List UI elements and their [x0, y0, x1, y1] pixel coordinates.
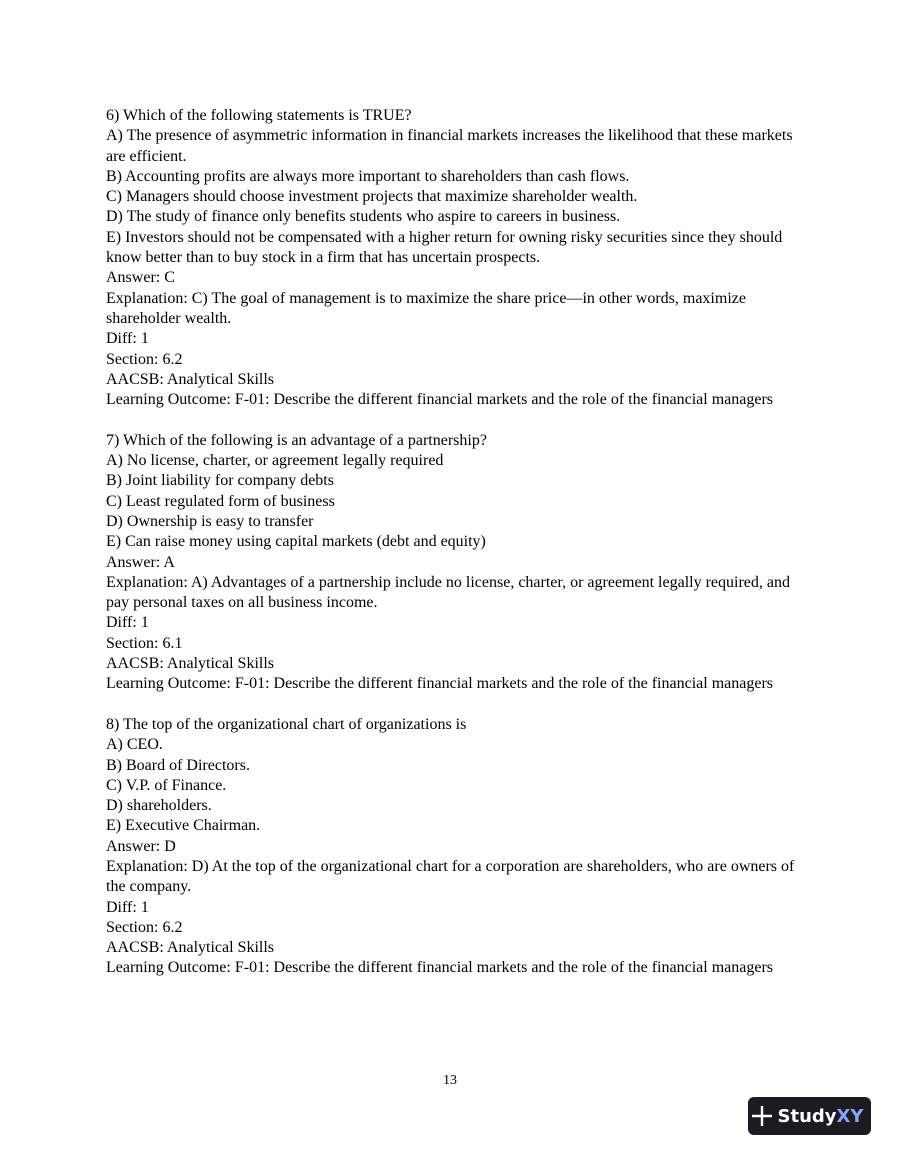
option-d: D) The study of finance only benefits students who aspire to careers in business. — [106, 208, 621, 226]
option-e: E) Investors should not be compensated with a higher return for owning risky securities since they should know better than to buy stock in a firm that has uncertain prospects. — [106, 228, 783, 267]
option-a: A) No license, charter, or agreement legally required — [106, 452, 444, 470]
option-b: B) Board of Directors. — [106, 756, 250, 774]
badge-text-main: Study — [777, 1105, 837, 1127]
question-prompt: 7) Which of the following is an advantage of a partnership? — [106, 431, 487, 449]
answer: Answer: C — [106, 269, 175, 287]
studyxy-badge[interactable] — [748, 1097, 871, 1135]
option-b: B) Joint liability for company debts — [106, 472, 334, 490]
aacsb: AACSB: Analytical Skills — [106, 370, 275, 388]
option-a: A) The presence of asymmetric information in financial markets increases the likelihood that these markets are efficient. — [106, 127, 793, 165]
option-b: B) Accounting profits are always more important to shareholders than cash flows. — [106, 167, 630, 185]
option-c: C) Least regulated form of business — [106, 492, 335, 510]
question-7 — [106, 431, 796, 695]
learning-outcome: Learning Outcome: F-01: Describe the different financial markets and the role of the financial managers — [106, 675, 773, 693]
aacsb: AACSB: Analytical Skills — [106, 655, 275, 673]
learning-outcome: Learning Outcome: F-01: Describe the different financial markets and the role of the financial managers — [106, 959, 773, 977]
option-d: D) Ownership is easy to transfer — [106, 512, 314, 530]
option-c: C) V.P. of Finance. — [106, 776, 227, 794]
option-e: E) Can raise money using capital markets (debt and equity) — [106, 533, 486, 551]
option-e: E) Executive Chairman. — [106, 817, 261, 835]
difficulty: Diff: 1 — [106, 330, 149, 348]
option-a: A) CEO. — [106, 736, 163, 754]
aacsb: AACSB: Analytical Skills — [106, 939, 275, 957]
explanation: Explanation: D) At the top of the organizational chart for a corporation are shareholders, who are owners of the company. — [106, 857, 795, 896]
document-body — [106, 106, 796, 979]
option-c: C) Managers should choose investment projects that maximize shareholder wealth. — [106, 188, 638, 206]
section: Section: 6.2 — [106, 350, 183, 368]
option-d: D) shareholders. — [106, 797, 212, 815]
answer: Answer: D — [106, 837, 176, 855]
section: Section: 6.2 — [106, 918, 183, 936]
section: Section: 6.1 — [106, 634, 183, 652]
difficulty: Diff: 1 — [106, 898, 149, 916]
question-6 — [106, 106, 796, 410]
question-8 — [106, 715, 796, 979]
difficulty: Diff: 1 — [106, 614, 149, 632]
learning-outcome: Learning Outcome: F-01: Describe the different financial markets and the role of the financial managers — [106, 391, 773, 409]
answer: Answer: A — [106, 553, 175, 571]
explanation: Explanation: A) Advantages of a partnership include no license, charter, or agreement legally required, and pay personal taxes on all business income. — [106, 573, 790, 612]
explanation: Explanation: C) The goal of management is to maximize the share price—in other words, maximize shareholder wealth. — [106, 289, 746, 327]
question-prompt: 6) Which of the following statements is TRUE? — [106, 107, 412, 124]
badge-text-accent: XY — [836, 1105, 864, 1127]
question-prompt: 8) The top of the organizational chart of organizations is — [106, 715, 467, 733]
plus-icon — [752, 1106, 772, 1126]
page-number: 13 — [443, 1073, 457, 1088]
